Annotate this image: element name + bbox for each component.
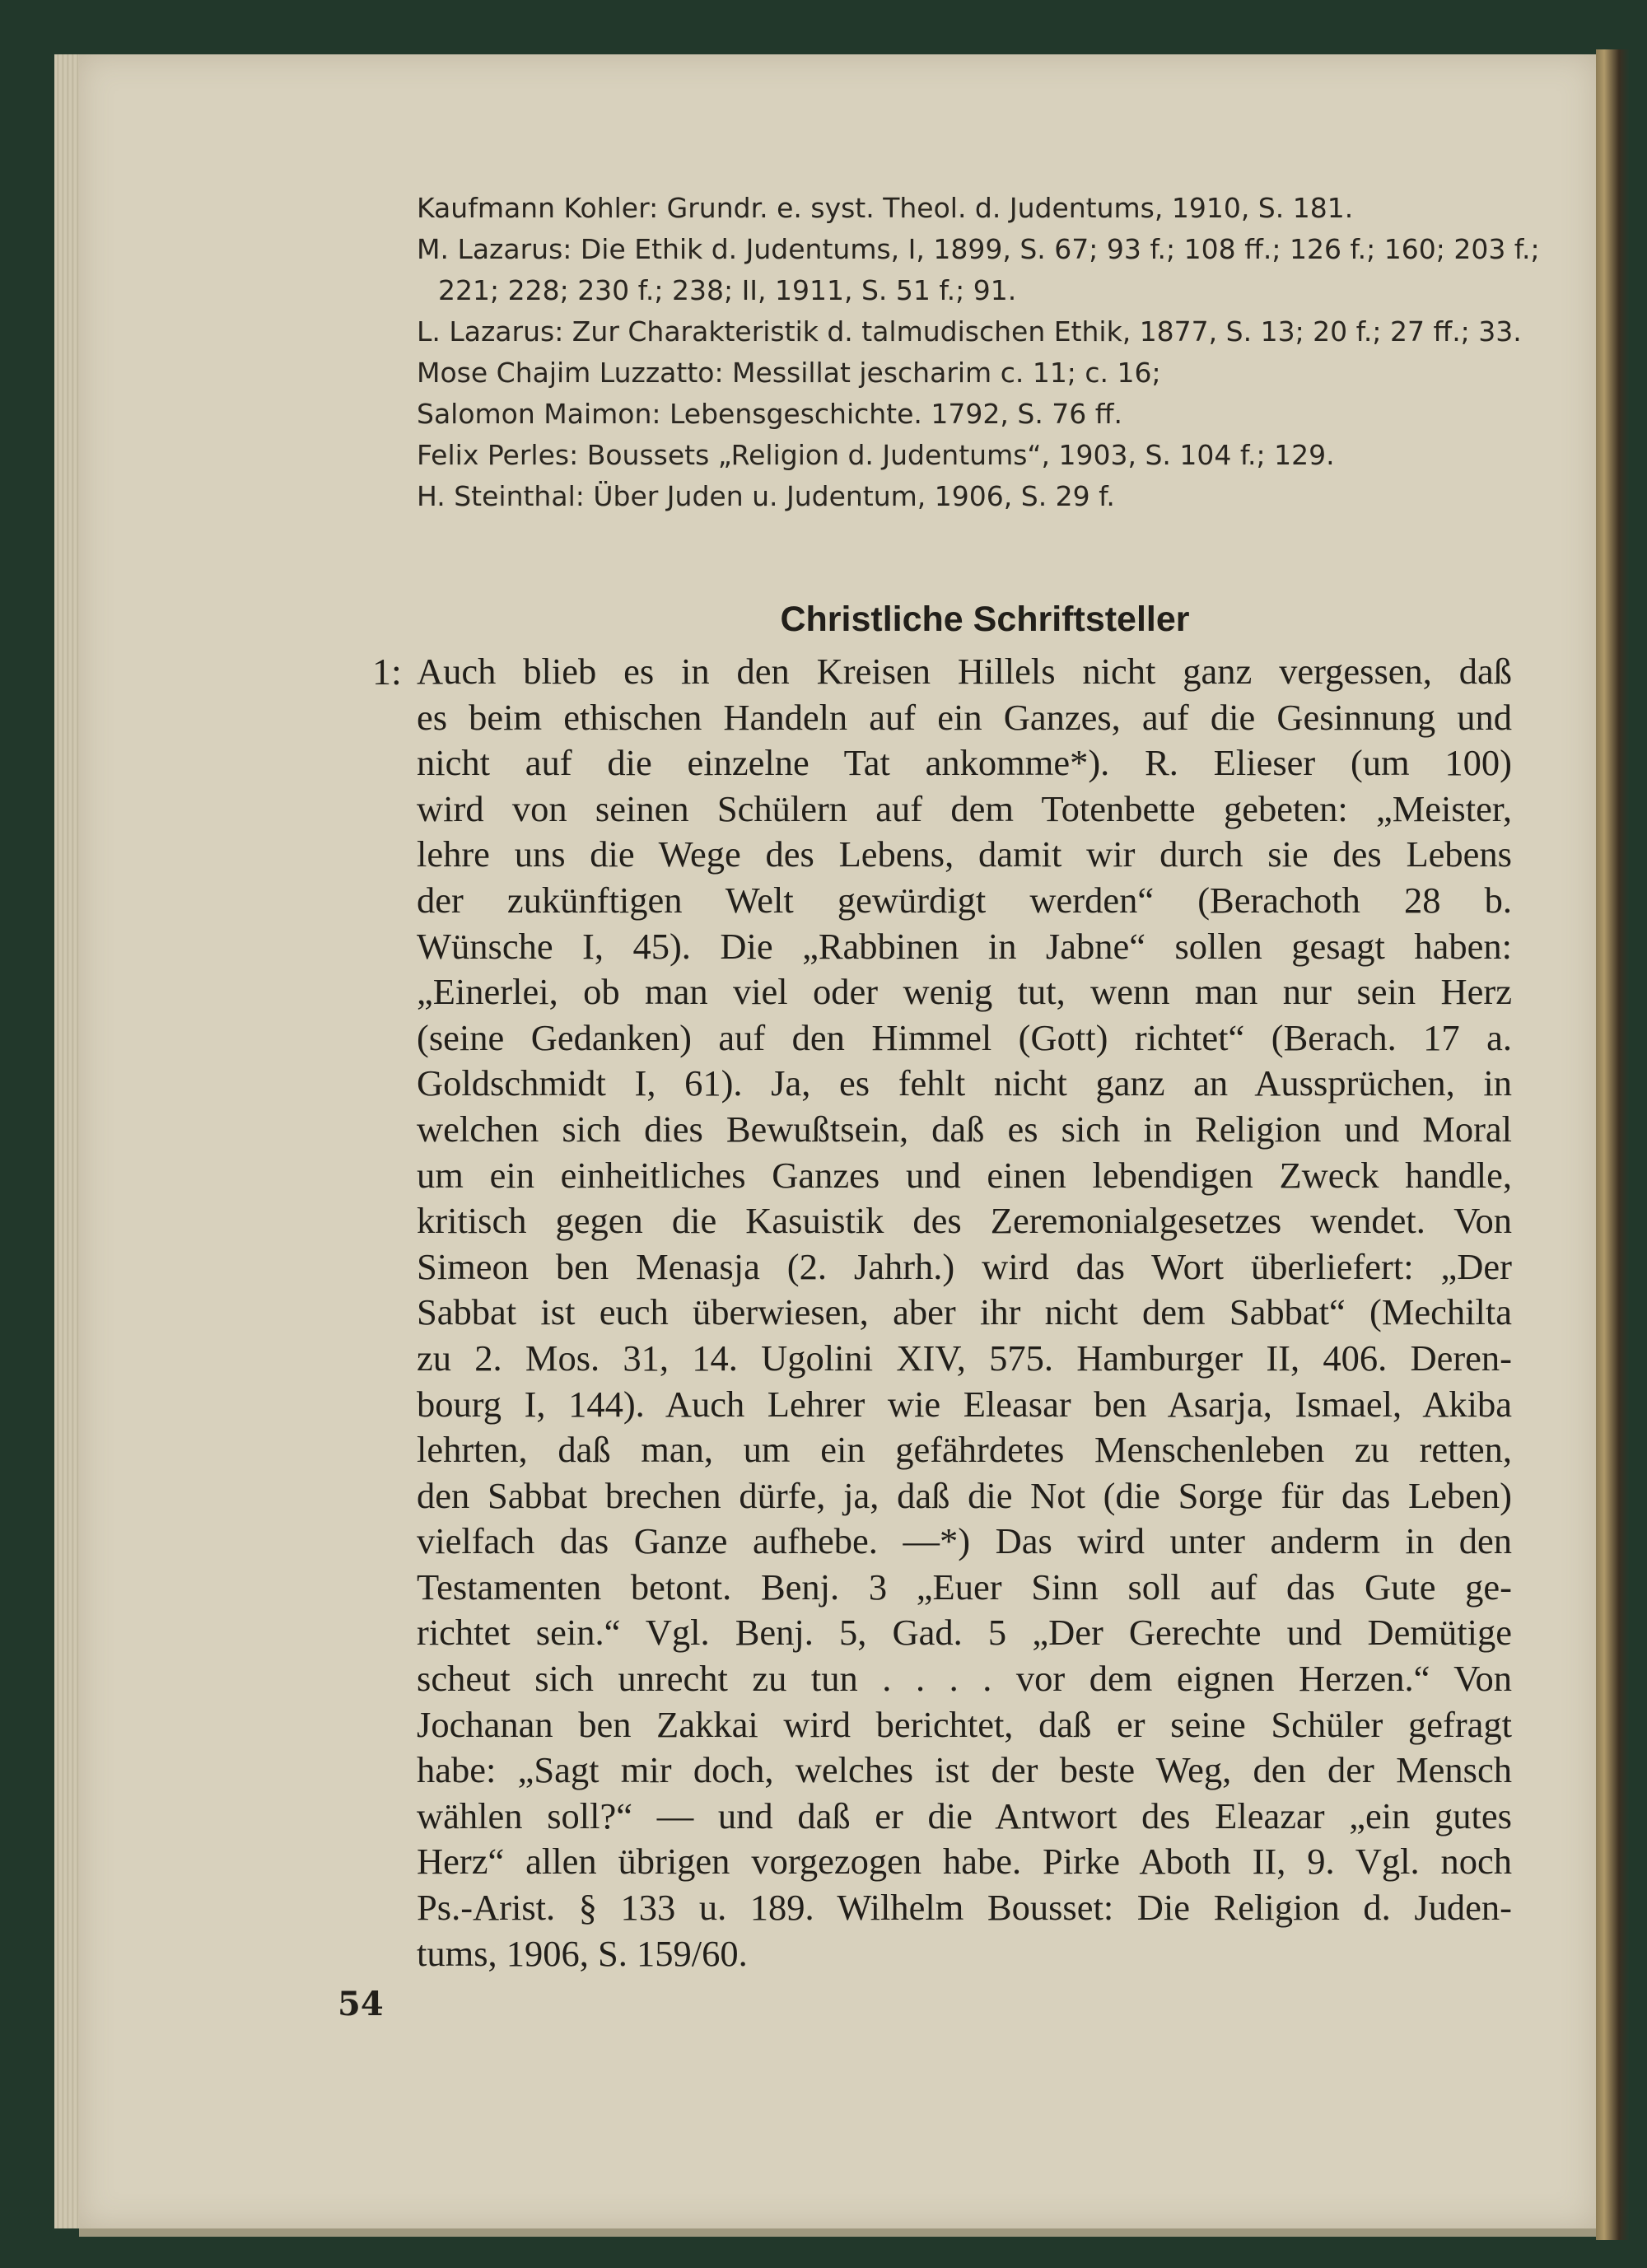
page-number: 54 (338, 1985, 384, 2023)
text-line: den Sabbat brechen dürfe, ja, daß die Not (die Sorge für das Leben) (417, 1474, 1512, 1516)
text-line: bourg I, 144). Auch Lehrer wie Eleasar ben Asarja, Ismael, Akiba (417, 1383, 1512, 1425)
text-line: Simeon ben Menasja (2. Jahrh.) wird das Wort überliefert: „Der (417, 1245, 1512, 1287)
text-line: habe: „Sagt mir doch, welches ist der beste Weg, den der Mensch (417, 1749, 1512, 1791)
page-edges (54, 54, 81, 2228)
bibliography-entry: H. Steinthal: Über Juden u. Judentum, 1906, S. 29 f. (417, 480, 1115, 512)
text-line: wird von seinen Schülern auf dem Totenbette gebeten: „Meister, (417, 787, 1512, 829)
bibliography-entry: Salomon Maimon: Lebensgeschichte. 1792, S. 76 ff. (417, 398, 1123, 430)
text-line: lehrten, daß man, um ein gefährdetes Menschenleben zu retten, (417, 1429, 1512, 1471)
text-line: vielfach das Ganze aufhebe. —*) Das wird unter anderm in den (417, 1520, 1512, 1562)
section-heading: Christliche Schriftsteller (780, 600, 1190, 639)
text-line: wählen soll?“ — und daß er die Antwort des Eleazar „ein gutes (417, 1794, 1512, 1836)
note-body (417, 649, 1512, 1976)
bibliography-entry: L. Lazarus: Zur Charakteristik d. talmudischen Ethik, 1877, S. 13; 20 f.; 27 ff.; 33. (417, 315, 1522, 348)
bibliography-list (417, 188, 1553, 517)
text-line: richtet sein.“ Vgl. Benj. 5, Gad. 5 „Der Gerechte und Demütige (417, 1612, 1512, 1654)
text-line: Jochanan ben Zakkai wird berichtet, daß er seine Schüler gefragt (417, 1703, 1512, 1745)
text-line: der zukünftigen Welt gewürdigt werden“ (Berachoth 28 b. (417, 879, 1512, 921)
text-line: Wünsche I, 45). Die „Rabbinen in Jabne“ sollen gesagt haben: (417, 925, 1512, 967)
text-line: Testamenten betont. Benj. 3 „Euer Sinn soll auf das Gute ge- (417, 1566, 1512, 1608)
text-line: lehre uns die Wege des Lebens, damit wir durch sie des Lebens (417, 833, 1512, 875)
text-line: „Einerlei, ob man viel oder wenig tut, wenn man nur sein Herz (417, 971, 1512, 1013)
text-line: um ein einheitliches Ganzes und einen lebendigen Zweck handle, (417, 1154, 1512, 1196)
text-line: zu 2. Mos. 31, 14. Ugolini XIV, 575. Hamburger II, 406. Deren- (417, 1337, 1512, 1379)
text-line: Herz“ allen übrigen vorgezogen habe. Pirke Aboth II, 9. Vgl. noch (417, 1841, 1512, 1883)
text-line: (seine Gedanken) auf den Himmel (Gott) richtet“ (Berach. 17 a. (417, 1016, 1512, 1058)
text-line: welchen sich dies Bewußtsein, daß es sich in Religion und Moral (417, 1108, 1512, 1150)
note-marker: 1: (372, 651, 402, 693)
book-spine (1596, 49, 1629, 2240)
text-line: scheut sich unrecht zu tun . . . . vor dem eignen Herzen.“ Von (417, 1658, 1512, 1700)
text-line: Auch blieb es in den Kreisen Hillels nicht ganz vergessen, daß (417, 651, 1512, 692)
text-line: es beim ethischen Handeln auf ein Ganzes, auf die Gesinnung und (417, 696, 1512, 738)
text-line: nicht auf die einzelne Tat ankomme*). R. Elieser (um 100) (417, 742, 1512, 784)
text-line: Goldschmidt I, 61). Ja, es fehlt nicht ganz an Aussprüchen, in (417, 1062, 1512, 1104)
text-line: Ps.-Arist. § 133 u. 189. Wilhelm Bousset: Die Religion d. Juden- (417, 1887, 1512, 1929)
bibliography-entry: Felix Perles: Boussets „Religion d. Judentums“, 1903, S. 104 f.; 129. (417, 439, 1335, 471)
bibliography-entry: Kaufmann Kohler: Grundr. e. syst. Theol. d. Judentums, 1910, S. 181. (417, 192, 1354, 224)
text-line: kritisch gegen die Kasuistik des Zeremonialgesetzes wendet. Von (417, 1200, 1512, 1242)
page-bottom-edge (79, 2228, 1596, 2237)
text-line: Sabbat ist euch überwiesen, aber ihr nicht dem Sabbat“ (Mechilta (417, 1291, 1512, 1333)
text-line: tums, 1906, S. 159/60. (417, 1932, 748, 1974)
bibliography-entry: Mose Chajim Luzzatto: Messillat jescharim c. 11; c. 16; (417, 357, 1161, 389)
bibliography-entry: M. Lazarus: Die Ethik d. Judentums, I, 1899, S. 67; 93 f.; 108 ff.; 126 f.; 160; 203 f.; 221; 228; 230 f.; 238; II, 1911, S. 51 f.; 91. (417, 233, 1540, 306)
